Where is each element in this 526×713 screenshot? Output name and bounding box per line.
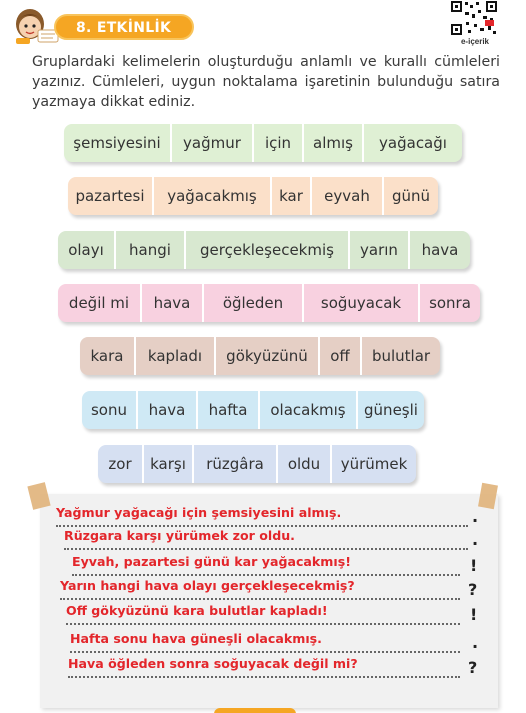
answer-text: Off gökyüzünü kara bulutlar kapladı! xyxy=(66,603,328,618)
word-tile: hava xyxy=(142,284,204,322)
word-tile: güneşli xyxy=(364,401,418,419)
answer-line-6[interactable] xyxy=(70,629,460,653)
dotted-line xyxy=(70,651,460,653)
punctuation-mark: . xyxy=(472,507,479,526)
word-group-6 xyxy=(82,391,424,429)
answer-line-1[interactable] xyxy=(56,503,468,527)
answer-line-5[interactable] xyxy=(66,601,460,625)
word-tile: hava xyxy=(138,391,198,429)
punctuation-mark: ? xyxy=(468,658,478,677)
answer-line-3[interactable] xyxy=(72,552,460,576)
word-group-2 xyxy=(68,177,438,215)
word-tile: rüzgâra xyxy=(194,445,278,483)
answer-text: Yarın hangi hava olayı gerçekleşecekmiş? xyxy=(60,578,355,593)
word-group-4 xyxy=(58,284,480,322)
word-tile: olacakmış xyxy=(260,391,358,429)
word-tile: off xyxy=(320,337,362,375)
word-tile: bulutlar xyxy=(371,347,431,365)
word-tile: karşı xyxy=(144,445,194,483)
answer-text: Eyvah, pazartesi günü kar yağacakmış! xyxy=(72,554,351,569)
word-tile: zor xyxy=(98,445,144,483)
word-tile: sonra xyxy=(429,294,471,312)
punctuation-mark: . xyxy=(472,633,479,652)
word-tile: değil mi xyxy=(58,284,142,322)
instructions-text: Gruplardaki kelimelerin oluşturduğu anlamlı ve kurallı cümleleri yazınız. Cümleleri, uygun noktalama işaretinin bulunduğu satıra yazmaya dikkat ediniz. xyxy=(32,54,500,110)
word-tile: kar xyxy=(272,177,312,215)
word-tile: yağacağı xyxy=(379,134,447,152)
dotted-line xyxy=(66,623,460,625)
word-tile: gerçekleşecekmiş xyxy=(186,231,350,269)
answer-text: Rüzgara karşı yürümek zor oldu. xyxy=(64,528,295,543)
word-tile: için xyxy=(254,124,304,162)
word-tile: günü xyxy=(391,187,431,205)
qr-code-icon[interactable] xyxy=(450,0,498,36)
word-group-5 xyxy=(80,337,440,375)
word-tile: yarın xyxy=(350,231,410,269)
word-tile: almış xyxy=(304,124,364,162)
punctuation-mark: ? xyxy=(468,580,478,599)
word-tile: yağmur xyxy=(172,124,254,162)
answer-line-2[interactable] xyxy=(64,526,468,550)
activity-header xyxy=(8,4,198,48)
activity-title: 8. ETKİNLİK xyxy=(76,20,172,36)
qr-label: e-içerik xyxy=(460,37,490,46)
word-tile: öğleden xyxy=(204,284,304,322)
word-tile: oldu xyxy=(278,445,332,483)
word-tile: kapladı xyxy=(136,337,216,375)
word-tile: pazartesi xyxy=(68,177,154,215)
word-tile: eyvah xyxy=(312,177,384,215)
dotted-line xyxy=(64,548,468,550)
tape-top-left xyxy=(27,482,50,510)
punctuation-mark: ! xyxy=(470,605,478,624)
dotted-line xyxy=(60,598,460,600)
punctuation-mark: ! xyxy=(470,556,478,575)
word-tile: kara xyxy=(80,337,136,375)
word-group-1 xyxy=(64,124,462,162)
word-tile: gökyüzünü xyxy=(216,337,320,375)
punctuation-mark: . xyxy=(472,530,479,549)
word-tile: olayı xyxy=(58,231,116,269)
word-tile: yürümek xyxy=(340,455,408,473)
answer-text: Hafta sonu hava güneşli olacakmış. xyxy=(70,631,322,646)
activity-banner xyxy=(54,14,194,40)
word-tile: soğuyacak xyxy=(304,284,420,322)
word-tile: şemsiyesini xyxy=(64,124,172,162)
answer-text: Yağmur yağacağı için şemsiyesini almış. xyxy=(56,505,342,520)
answer-line-4[interactable] xyxy=(60,576,460,600)
word-tile: hafta xyxy=(198,391,260,429)
answer-line-7[interactable] xyxy=(68,654,460,678)
word-group-3 xyxy=(58,231,470,269)
dotted-line xyxy=(68,676,460,678)
word-tile: hangi xyxy=(116,231,186,269)
word-tile: sonu xyxy=(82,391,138,429)
word-tile: yağacakmış xyxy=(154,177,272,215)
page-tab xyxy=(214,708,296,713)
word-group-7 xyxy=(98,445,416,483)
word-tile: hava xyxy=(421,241,459,259)
answer-text: Hava öğleden sonra soğuyacak değil mi? xyxy=(68,656,358,671)
